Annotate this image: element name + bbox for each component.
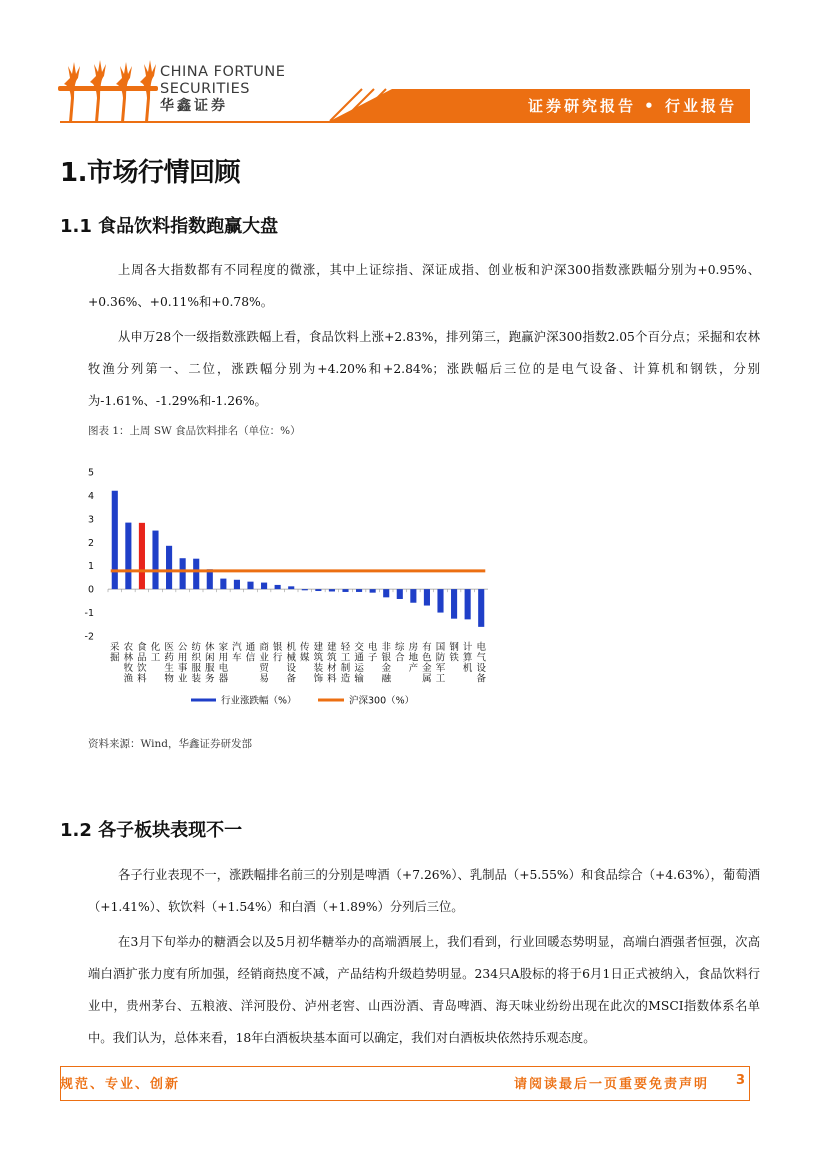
x-tick-label-char: 闲 [205,652,215,664]
bar-建筑材料 [329,589,335,591]
bar-银行 [275,585,281,589]
x-tick-label-char: 农 [123,642,134,653]
bar-纺织服装 [193,559,199,589]
x-tick-label-char: 料 [137,673,147,685]
section-title: 1.市场行情回顾 [60,158,240,188]
x-tick-label-char: 信 [245,652,256,664]
x-tick-label-char: 纺 [191,642,201,653]
x-tick-label-char: 公 [177,642,188,653]
x-tick-label-char: 媒 [300,652,310,664]
x-tick-label-char: 牧 [123,663,134,674]
x-tick-label-char: 生 [164,663,174,674]
x-tick-label-char: 合 [395,652,405,664]
bar-食品饮料 [139,523,145,589]
bar-综合 [397,589,403,599]
x-tick-label-char: 融 [381,673,391,685]
x-tick-label-char: 药 [164,652,174,664]
y-tick-label: -2 [84,631,94,643]
x-tick-label-char: 用 [218,652,229,664]
x-tick-label-char: 工 [435,673,446,685]
legend-label-hs300: 沪深300（%） [349,695,415,707]
x-tick-label-char: 建 [327,642,337,653]
x-tick-label-char: 食 [137,642,147,653]
x-tick-label-char: 材 [327,663,337,674]
x-tick-label-char: 渔 [123,673,134,685]
paragraph-subsector-performance: 各子行业表现不一，涨跌幅排名前三的分别是啤酒（+7.26%）、乳制品（+5.55%）和食品综合（+4.63%），葡萄酒（+1.41%）、软饮料（+1.54%）和白酒（+1.89%）分列后三位。 [88,868,760,914]
x-tick-label-char: 钢 [449,642,459,653]
x-tick-label-char: 事 [177,663,188,674]
x-tick-label-char: 计 [462,642,473,653]
x-tick-label-char: 商 [259,642,269,653]
x-tick-label-char: 饮 [137,663,147,674]
x-tick-label-char: 器 [218,673,229,685]
bar-非银金融 [383,589,389,597]
figure-caption: 图表 1：上周 SW 食品饮料排名（单位：%） [88,425,301,437]
logo-en-line1: CHINA FORTUNE [160,64,286,80]
bar-建筑装饰 [315,589,321,591]
bar-商业贸易 [261,583,267,590]
y-tick-label: -1 [84,608,94,620]
x-tick-label-char: 银 [381,652,391,664]
x-tick-label-char: 备 [286,673,296,685]
x-tick-label-char: 医 [164,642,174,653]
sw-industry-bar-chart [86,460,506,710]
x-tick-label-char: 传 [300,642,310,653]
y-tick-label: 0 [87,584,94,596]
x-tick-label-char: 筑 [327,652,337,664]
y-tick-label: 1 [87,561,94,573]
x-tick-label-char: 地 [408,652,419,664]
company-logo-text [160,64,285,115]
bar-交通运输 [356,589,362,592]
x-tick-label-char: 属 [422,673,432,685]
bar-农林牧渔 [125,523,131,590]
x-tick-label-char: 务 [205,673,215,685]
x-tick-label-char: 机 [462,663,473,674]
x-tick-label-char: 通 [354,652,364,664]
bar-轻工制造 [342,589,348,592]
x-tick-label-char: 运 [354,663,364,674]
x-tick-label-char: 掘 [110,652,120,664]
y-tick-label: 2 [87,537,94,549]
bar-机械设备 [288,586,294,589]
bar-国防军工 [437,589,443,612]
x-tick-label-char: 造 [340,673,351,685]
x-tick-label-char: 电 [367,642,378,653]
x-tick-label-char: 电 [218,663,229,674]
x-tick-label-char: 筑 [313,652,324,664]
footer-disclaimer-link[interactable]: 请阅读最后一页重要免责声明 [513,1077,709,1092]
bar-计算机 [465,589,471,619]
x-tick-label-char: 铁 [449,652,459,664]
x-tick-label-char: 机 [286,642,296,653]
paragraph-sw-ranking: 从申万28个一级指数涨跌幅上看，食品饮料上涨+2.83%，排列第三，跑赢沪深300指数2.05个百分点；采掘和农林牧渔分列第一、二位，涨跌幅分别为+4.20%和+2.84%；涨跌幅后三位的是电气设备、计算机和钢铁，分别为-1.61%、-1.29%和-1.26%。 [88,330,760,408]
x-tick-label-char: 非 [381,642,391,653]
x-tick-label-char: 休 [205,642,215,653]
bar-医药生物 [166,546,172,589]
x-tick-label-char: 防 [435,652,446,664]
y-tick-label: 4 [87,490,94,502]
x-tick-label-char: 装 [313,663,324,674]
report-type: 证券研究报告 • 行业报告 [527,97,737,115]
x-tick-label-char: 工 [150,652,161,664]
legend-label-industry: 行业涨跌幅（%） [221,695,297,707]
bar-化工 [152,531,158,590]
bar-通信 [247,582,253,589]
x-tick-label-char: 械 [286,652,296,664]
x-tick-label-char: 织 [191,652,201,664]
x-tick-label-char: 行 [272,652,283,664]
page-number: 3 [735,1073,745,1088]
x-tick-label-char: 军 [435,663,446,674]
y-tick-label: 3 [87,514,94,526]
x-tick-label-char: 车 [232,652,242,664]
x-tick-label-char: 贸 [259,663,269,674]
x-tick-label-char: 料 [327,673,337,685]
bar-传媒 [302,589,308,590]
x-tick-label-char: 交 [354,642,364,653]
x-tick-label-char: 汽 [232,642,242,653]
company-logo-mark [58,58,158,124]
x-tick-label-char: 化 [150,642,161,653]
x-tick-label-char: 房 [408,642,419,653]
x-tick-label-char: 设 [476,663,486,674]
x-tick-label-char: 色 [422,652,432,664]
x-tick-label-char: 林 [123,652,134,664]
x-tick-label-char: 业 [177,673,188,685]
subsection-title-1-2: 1.2 各子板块表现不一 [60,820,243,841]
paragraph-index-summary: 上周各大指数都有不同程度的微涨，其中上证综指、深证成指、创业板和沪深300指数涨跌幅分别为+0.95%、+0.36%、+0.11%和+0.78%。 [88,263,760,309]
x-tick-label-char: 国 [435,642,446,653]
x-tick-label-char: 制 [340,663,351,674]
x-tick-label-char: 算 [462,652,473,664]
x-tick-label-char: 工 [340,652,351,664]
paragraph-liquor-outlook: 在3月下旬举办的糖酒会以及5月初华糖举办的高端酒展上，我们看到，行业回暖态势明显，高端白酒强者恒强，次高端白酒扩张力度有所加强，经销商热度不减，产品结构升级趋势明显。234只A股标的将于6月1日正式被纳入，食品饮料行业中，贵州茅台、五粮液、洋河股份、泸州老窖、山西汾酒、青岛啤酒、海天味业纷纷出现在此次的MSCI指数体系名单中。我们认为，总体来看，18年白酒板块基本面可以确定，我们对白酒板块依然持乐观态度。 [88,935,760,1045]
footer-slogan: 规范、专业、创新 [60,1077,181,1092]
x-tick-label-char: 轻 [340,642,351,653]
x-tick-label-char: 饰 [313,673,324,685]
logo-en-line2: SECURITIES [160,81,250,97]
x-tick-label-char: 通 [245,642,256,653]
x-tick-label-char: 输 [354,673,364,685]
x-tick-label-char: 物 [164,673,174,685]
bar-房地产 [410,589,416,603]
x-tick-label-char: 用 [177,652,188,664]
figure-source: 资料来源：Wind，华鑫证券研发部 [88,738,252,750]
x-tick-label-char: 服 [205,663,215,674]
subsection-title-1-1: 1.1 食品饮料指数跑赢大盘 [60,216,279,237]
bar-有色金属 [424,589,430,605]
x-tick-label-char: 服 [191,663,201,674]
x-tick-label-char: 综 [395,642,405,653]
y-tick-label: 5 [87,467,94,479]
bar-家用电器 [220,579,226,590]
bar-电气设备 [478,589,484,627]
x-tick-label-char: 设 [286,663,296,674]
x-tick-label-char: 金 [381,663,391,674]
header-rule [60,121,750,123]
x-tick-label-char: 电 [476,642,486,653]
bar-电子 [370,589,376,593]
x-tick-label-char: 品 [137,652,147,664]
bar-公用事业 [180,558,186,589]
x-tick-label-char: 气 [476,652,486,664]
x-tick-label-char: 装 [191,673,201,685]
x-tick-label-char: 银 [272,642,283,653]
x-tick-label-char: 备 [476,673,486,685]
bar-采掘 [112,491,118,589]
x-tick-label-char: 有 [422,642,432,653]
x-tick-label-char: 金 [422,663,432,674]
x-tick-label-char: 子 [367,652,378,664]
x-tick-label-char: 建 [313,642,324,653]
bar-汽车 [234,580,240,589]
logo-cn: 华鑫证券 [160,98,228,114]
x-tick-label-char: 采 [110,642,120,653]
x-tick-label-char: 业 [259,652,269,664]
bar-钢铁 [451,589,457,619]
x-tick-label-char: 家 [218,642,229,653]
x-tick-label-char: 易 [259,673,269,685]
x-tick-label-char: 产 [408,663,419,674]
